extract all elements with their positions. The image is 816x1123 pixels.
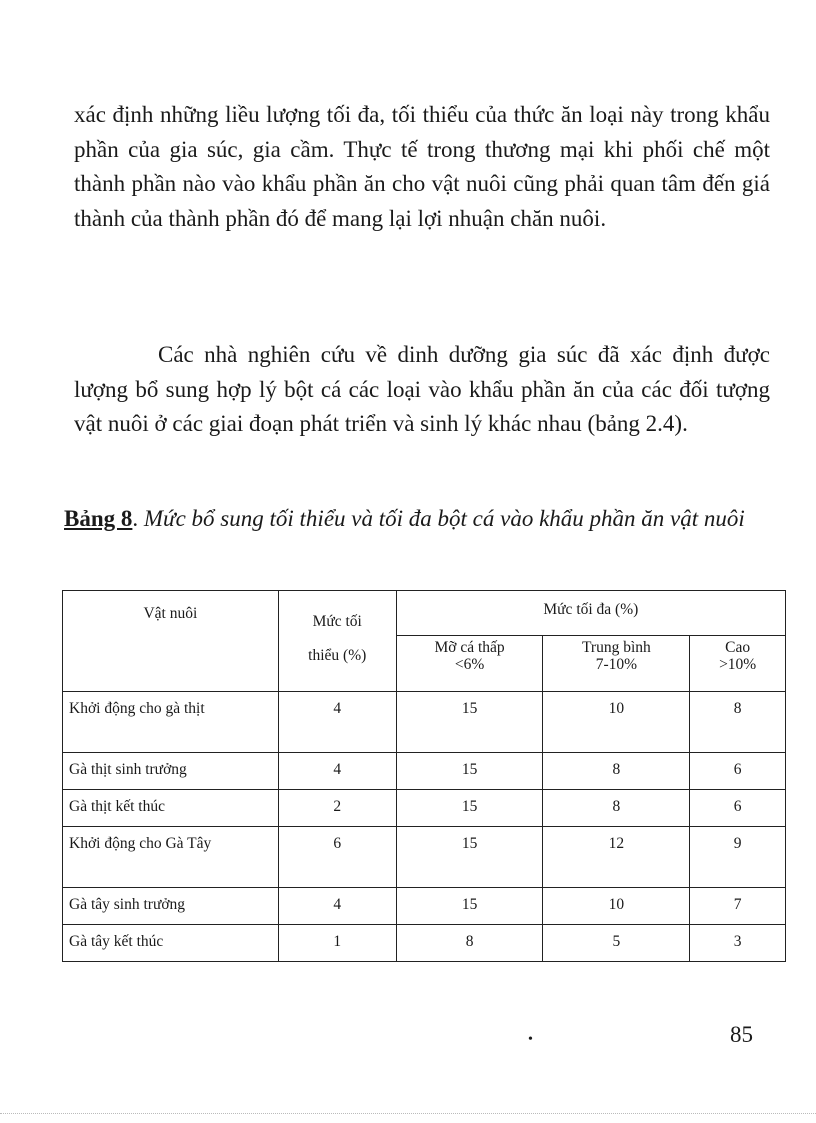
- header-high-line1: Cao: [725, 639, 751, 656]
- cell-animal: Gà tây sinh trưởng: [63, 888, 279, 925]
- header-min-line1: Mức tối: [312, 613, 362, 630]
- cell-low: 15: [396, 692, 543, 753]
- cell-high: 8: [690, 692, 786, 753]
- header-high-fat: [690, 636, 786, 692]
- cell-low: 8: [396, 925, 543, 962]
- header-max: Mức tối đa (%): [396, 591, 785, 636]
- table-caption-label: Bảng 8: [64, 506, 133, 531]
- header-animal: Vật nuôi: [63, 591, 279, 692]
- cell-animal: Khởi động cho Gà Tây: [63, 827, 279, 888]
- cell-animal: Gà thịt sinh trưởng: [63, 753, 279, 790]
- table-row: [63, 827, 786, 888]
- table-row: [63, 888, 786, 925]
- header-mid-line1: Trung bình: [582, 639, 651, 656]
- table-row: [63, 753, 786, 790]
- cell-high: 9: [690, 827, 786, 888]
- cell-min: 2: [278, 790, 396, 827]
- header-high-line2: >10%: [719, 656, 757, 673]
- cell-min: 4: [278, 692, 396, 753]
- cell-low: 15: [396, 753, 543, 790]
- cell-mid: 10: [543, 888, 690, 925]
- footer-mark: •: [528, 1032, 533, 1047]
- cell-high: 6: [690, 790, 786, 827]
- cell-animal: Gà tây kết thúc: [63, 925, 279, 962]
- header-min: [278, 591, 396, 692]
- table-caption: [64, 502, 776, 536]
- cell-low: 15: [396, 790, 543, 827]
- table-row: [63, 925, 786, 962]
- header-low-line1: Mỡ cá thấp: [434, 639, 505, 656]
- cell-high: 3: [690, 925, 786, 962]
- cell-low: 15: [396, 827, 543, 888]
- cell-animal: Gà thịt kết thúc: [63, 790, 279, 827]
- cell-mid: 10: [543, 692, 690, 753]
- header-min-line2: thiểu (%): [308, 647, 367, 664]
- table-caption-text: Mức bổ sung tối thiểu và tối đa bột cá vào khẩu phần ăn vật nuôi: [143, 506, 745, 531]
- cell-min: 6: [278, 827, 396, 888]
- cell-animal: Khởi động cho gà thịt: [63, 692, 279, 753]
- cell-mid: 5: [543, 925, 690, 962]
- scan-edge-divider: [0, 1113, 816, 1114]
- cell-min: 4: [278, 888, 396, 925]
- table-row: [63, 790, 786, 827]
- cell-min: 4: [278, 753, 396, 790]
- header-low-fat: [396, 636, 543, 692]
- cell-mid: 12: [543, 827, 690, 888]
- header-low-line2: <6%: [454, 656, 485, 673]
- paragraph-2: Các nhà nghiên cứu về dinh dưỡng gia súc đã xác định được lượng bổ sung hợp lý bột cá các loại vào khẩu phần ăn của các đối tượng vật nuôi ở các giai đoạn phát triển và sinh lý khác nhau (bảng 2.4).: [74, 342, 770, 436]
- cell-mid: 8: [543, 753, 690, 790]
- cell-high: 6: [690, 753, 786, 790]
- fishmeal-table: [62, 590, 786, 962]
- paragraph-1: xác định những liều lượng tối đa, tối thiểu của thức ăn loại này trong khẩu phần của gia súc, gia cầm. Thực tế trong thương mại khi phối chế một thành phần nào vào khẩu phần ăn cho vật nuôi cũng phải quan tâm đến giá thành của thành phần đó để mang lại lợi nhuận chăn nuôi.: [74, 102, 770, 231]
- header-mid-line2: 7-10%: [595, 656, 638, 673]
- table-row: [63, 692, 786, 753]
- cell-mid: 8: [543, 790, 690, 827]
- page-number: 85: [730, 1022, 753, 1047]
- table-caption-separator: .: [132, 506, 144, 531]
- header-medium-fat: [543, 636, 690, 692]
- cell-high: 7: [690, 888, 786, 925]
- cell-low: 15: [396, 888, 543, 925]
- cell-min: 1: [278, 925, 396, 962]
